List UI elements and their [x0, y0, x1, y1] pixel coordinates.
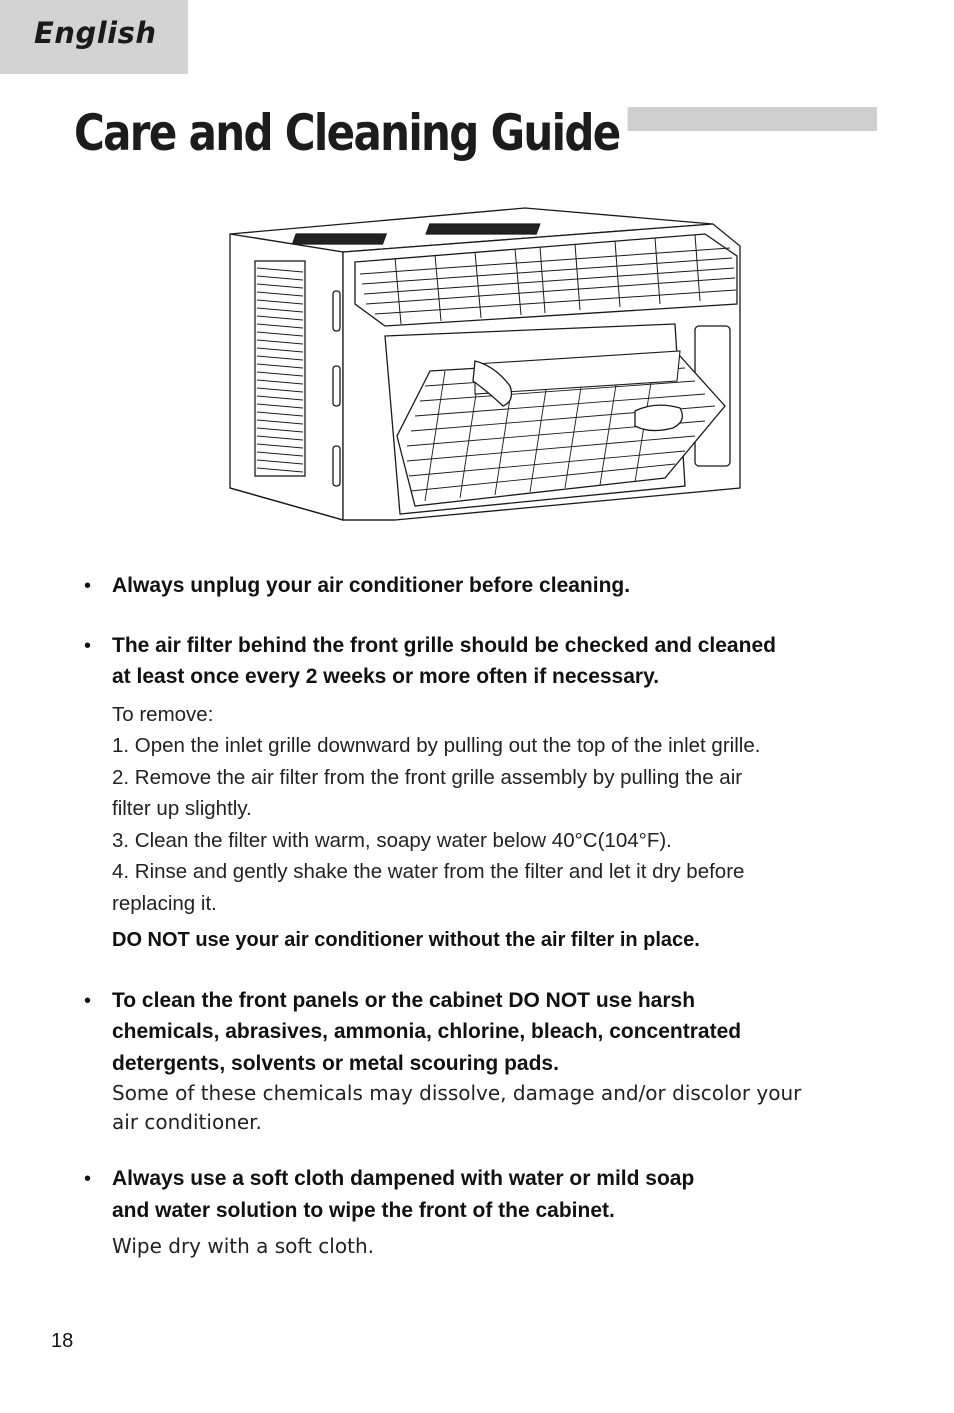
cloth-heading-line: Always use a soft cloth dampened with water or mild soap [112, 1167, 695, 1190]
steps-intro: To remove: [112, 702, 214, 726]
page-number: 18 [51, 1330, 74, 1352]
step-line: replacing it. [112, 891, 217, 915]
bullet: • [84, 989, 92, 1012]
language-label: English [34, 16, 157, 50]
air-conditioner-illustration [225, 196, 745, 526]
filter-heading-line: at least once every 2 weeks or more often if necessary. [112, 665, 660, 688]
cloth-heading-line: and water solution to wipe the front of the cabinet. [112, 1198, 615, 1222]
step-line: 3. Clean the filter with warm, soapy water below 40°C(104°F). [112, 828, 672, 852]
step-line: 1. Open the inlet grille downward by pulling out the top of the inlet grille. [112, 734, 761, 757]
page-title: Care and Cleaning Guide [74, 102, 628, 164]
bullet: • [84, 575, 92, 597]
cloth-note: Wipe dry with a soft cloth. [112, 1234, 374, 1258]
air-filter-instruction [84, 630, 874, 957]
chemicals-heading-line: To clean the front panels or the cabinet DO NOT use harsh [112, 988, 696, 1012]
chemicals-heading-line: detergents, solvents or metal scouring pads. [112, 1051, 559, 1075]
content [84, 570, 874, 1261]
unplug-instruction [84, 570, 874, 602]
filter-heading-line: The air filter behind the front grille should be checked and cleaned [112, 633, 776, 657]
language-tab [0, 0, 188, 74]
filter-warning: DO NOT use your air conditioner without the air filter in place. [112, 929, 700, 951]
chemicals-heading-line: chemicals, abrasives, ammonia, chlorine, bleach, concentrated [112, 1020, 742, 1043]
cabinet-cleaning-warning [84, 985, 874, 1138]
step-line: 2. Remove the air filter from the front grille assembly by pulling the air [112, 765, 743, 789]
unplug-text: Always unplug your air conditioner before cleaning. [112, 574, 631, 597]
bullet: • [84, 1168, 92, 1190]
soft-cloth-instruction [84, 1163, 874, 1261]
chemicals-note-line: Some of these chemicals may dissolve, damage and/or discolor your [112, 1081, 802, 1105]
bullet: • [84, 634, 92, 657]
step-line: 4. Rinse and gently shake the water from the filter and let it dry before [112, 860, 745, 883]
step-line: filter up slightly. [112, 797, 252, 820]
chemicals-note-line: air conditioner. [112, 1110, 262, 1134]
